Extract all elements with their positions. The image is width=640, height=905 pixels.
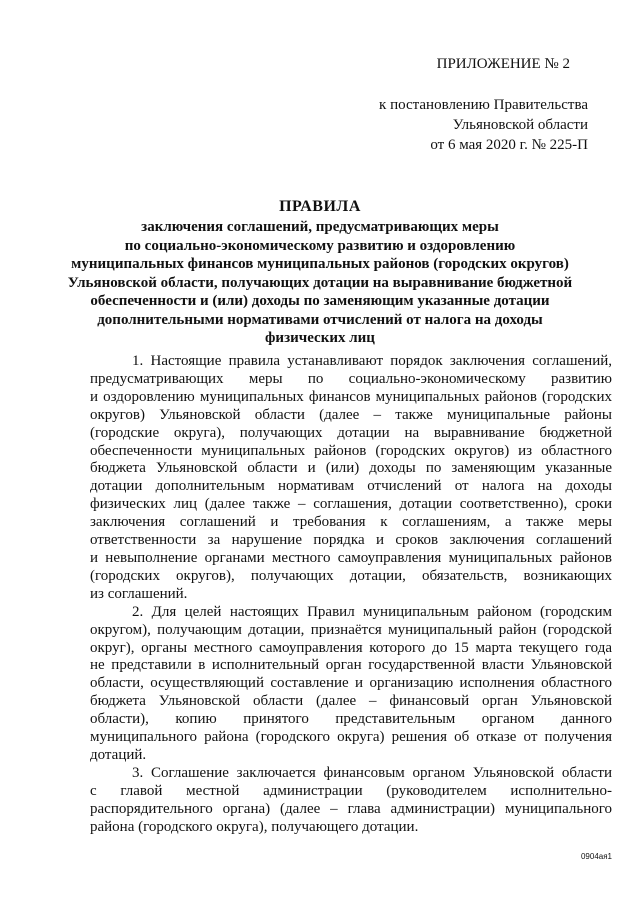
paragraph-3-line: распорядительного органа) (далее – глава администрации) муниципального	[90, 800, 612, 817]
document-code: 0904ая1	[580, 852, 612, 861]
paragraph-2-line: округом), получающим дотации, признаётся муниципальный район (городской	[90, 621, 612, 638]
paragraph-1-line: и оздоровлению муниципальных финансов муниципальных районов (городских	[90, 388, 612, 405]
document-body	[90, 353, 612, 836]
paragraph-1-line: бюджета Ульяновской области и (или) доходы по заменяющим указанные	[90, 460, 612, 477]
paragraph-2-line: не представили в исполнительный орган государственной власти Ульяновской	[90, 657, 612, 674]
subtitle-line: физических лиц	[265, 330, 375, 346]
subtitle-line: Ульяновской области, получающих дотации на выравнивание бюджетной	[67, 274, 573, 291]
paragraph-2-line: муниципального района (городского округа) решения об отказе от получения	[90, 729, 612, 746]
document-title: ПРАВИЛА	[279, 198, 361, 215]
paragraph-1-line: предусматривающих меры по социально-экономическому развитию	[90, 370, 612, 387]
paragraph-2-line: округ), органы местного самоуправления которого до 15 марта текущего года	[90, 639, 612, 656]
resolution-reference	[379, 95, 588, 135]
paragraph-1-line: ответственности за нарушение порядка и сроков заключения соглашений	[90, 532, 612, 549]
paragraph-1-line: (городских округов), получающих дотации, обязательств, возникающих	[90, 567, 612, 584]
paragraph-1-line: из соглашений.	[90, 585, 188, 602]
paragraph-2-line: дотаций.	[90, 746, 147, 763]
paragraph-1-line: округов) Ульяновской области (далее – также муниципальные районы	[90, 406, 612, 423]
appendix-label: ПРИЛОЖЕНИЕ № 2	[436, 56, 570, 72]
document-subtitle	[0, 218, 640, 348]
subtitle-line: по социально-экономическому развитию и оздоровлению	[124, 237, 516, 254]
paragraph-2-line: 2. Для целей настоящих Правил муниципальным районом (городским	[132, 603, 612, 620]
reference-line: Ульяновской области	[452, 117, 588, 133]
resolution-date: от 6 мая 2020 г. № 225-П	[430, 137, 588, 153]
paragraph-3-line: района (городского округа), получающего дотации.	[90, 818, 419, 835]
paragraph-2-line: бюджета Ульяновской области (далее – финансовый орган Ульяновской	[90, 693, 612, 710]
paragraph-1-line: дотации дополнительным нормативам отчислений от налога на доходы	[90, 478, 612, 495]
subtitle-line: дополнительными нормативами отчислений от налога на доходы	[97, 311, 543, 328]
paragraph-1-line: и невыполнение органами местного самоуправления муниципальных районов	[90, 549, 612, 566]
paragraph-1-line: обеспеченности муниципальных районов (городских округов) из областного	[90, 442, 612, 459]
subtitle-line: обеспеченности и (или) доходы по заменяющим указанные дотации	[90, 293, 550, 309]
paragraph-3-line: с главой местной администрации (руководителем исполнительно-	[90, 782, 612, 799]
paragraph-1-line: 1. Настоящие правила устанавливают порядок заключения соглашений,	[132, 353, 612, 369]
reference-line: к постановлению Правительства	[379, 97, 588, 113]
paragraph-2-line: области), копию принятого представительным органом данного	[90, 711, 612, 728]
subtitle-line: муниципальных финансов муниципальных районов (городских округов)	[71, 256, 569, 272]
subtitle-line: заключения соглашений, предусматривающих меры	[141, 219, 499, 235]
paragraph-2-line: области, осуществляющий составление и организацию исполнения областного	[90, 675, 612, 692]
paragraph-1-line: физических лиц (далее также – соглашения, дотации соответственно), сроки	[90, 496, 612, 513]
paragraph-1-line: заключения соглашений и требования к соглашениям, а также меры	[90, 514, 612, 531]
paragraph-3-line: 3. Соглашение заключается финансовым органом Ульяновской области	[132, 764, 612, 781]
paragraph-1-line: (городские округа), получающих дотации на выравнивание бюджетной	[90, 424, 612, 441]
